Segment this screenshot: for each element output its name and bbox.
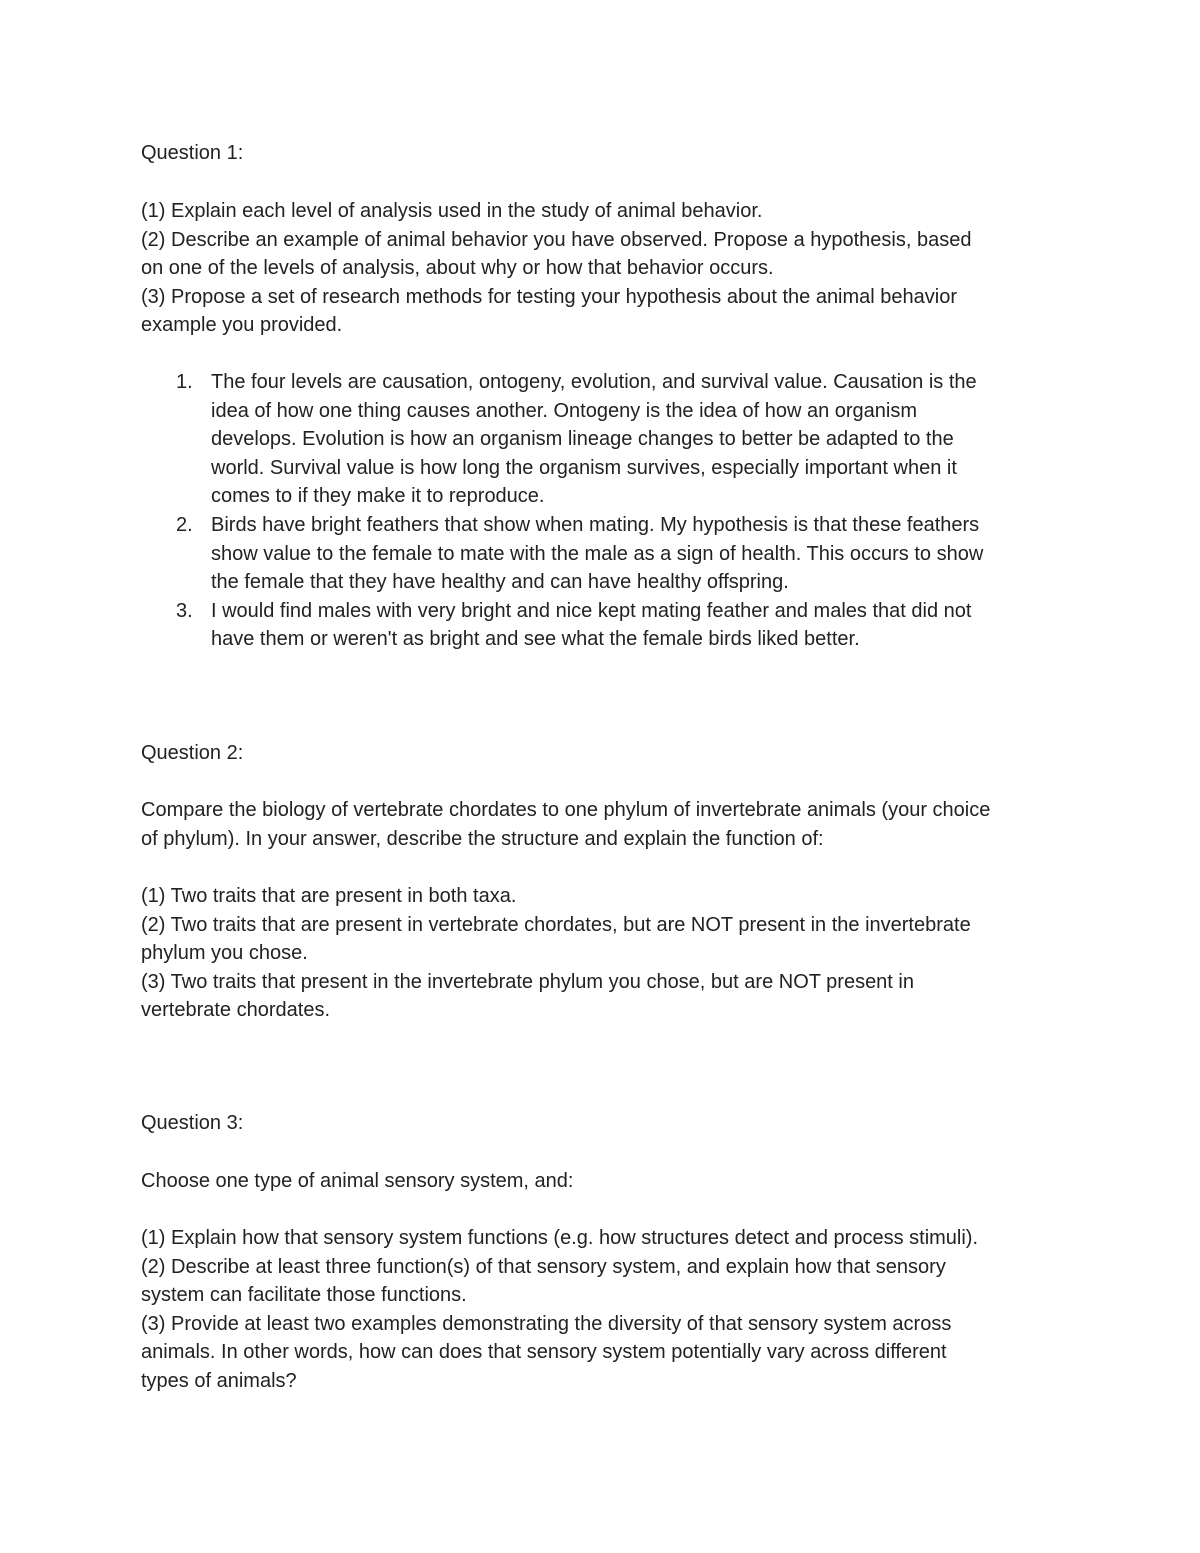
- question-3-prompt-line: types of animals?: [141, 1369, 297, 1392]
- question-3-intro-line: Choose one type of animal sensory system, and:: [141, 1170, 574, 1192]
- question-3-prompt-line: animals. In other words, how can does that sensory system potentially vary across different: [141, 1341, 947, 1364]
- question-3-section: [141, 1109, 1066, 1138]
- question-1-answer-list: [141, 368, 1066, 654]
- question-2-prompt-line: (1) Two traits that are present in both taxa.: [141, 885, 517, 907]
- question-3-prompt-line: (3) Provide at least two examples demonstrating the diversity of that sensory system across: [141, 1312, 952, 1335]
- answer-line: world. Survival value is how long the organism survives, especially important when it: [211, 456, 957, 479]
- question-2-prompt-line: (2) Two traits that are present in vertebrate chordates, but are NOT present in the invertebrate: [141, 913, 971, 936]
- answer-line: Birds have bright feathers that show when mating. My hypothesis is that these feathers: [211, 513, 980, 536]
- answer-line: comes to if they make it to reproduce.: [211, 485, 545, 508]
- question-2-prompt-line: vertebrate chordates.: [141, 999, 330, 1022]
- question-2-intro: [141, 796, 1066, 853]
- question-2-intro-line: of phylum). In your answer, describe the structure and explain the function of:: [141, 827, 824, 850]
- question-1-prompt-line: (1) Explain each level of analysis used in the study of animal behavior.: [141, 200, 763, 222]
- question-2-prompts: [141, 882, 1066, 1025]
- question-1-prompt-line: (3) Propose a set of research methods for testing your hypothesis about the animal behavior: [141, 285, 958, 308]
- question-1-prompts: [141, 197, 1066, 340]
- question-3-heading: Question 3:: [141, 1112, 244, 1134]
- question-3-prompt-line: (1) Explain how that sensory system functions (e.g. how structures detect and process stimuli).: [141, 1227, 979, 1249]
- answer-line: develops. Evolution is how an organism lineage changes to better be adapted to the: [211, 428, 954, 451]
- answer-number: 1.: [176, 371, 193, 393]
- question-3-intro: [141, 1167, 1066, 1196]
- question-3-prompts: [141, 1224, 1066, 1396]
- answer-line: have them or weren't as bright and see what the female birds liked better.: [211, 628, 860, 651]
- answer-number: 3.: [176, 599, 193, 622]
- answer-line: I would find males with very bright and nice kept mating feather and males that did not: [211, 599, 972, 622]
- answer-line: The four levels are causation, ontogeny, evolution, and survival value. Causation is the: [211, 371, 977, 393]
- question-1-prompt-line: (2) Describe an example of animal behavior you have observed. Propose a hypothesis, based: [141, 228, 972, 251]
- question-2-section: [141, 739, 1066, 768]
- question-3-prompt-line: (2) Describe at least three function(s) of that sensory system, and explain how that sensory: [141, 1255, 946, 1278]
- question-3-prompt-line: system can facilitate those functions.: [141, 1284, 467, 1307]
- answer-line: the female that they have healthy and can have healthy offspring.: [211, 571, 789, 594]
- answer-item-2: [141, 511, 1066, 597]
- question-1-heading: Question 1:: [141, 142, 244, 164]
- answer-item-3: [141, 597, 1066, 654]
- answer-line: idea of how one thing causes another. Ontogeny is the idea of how an organism: [211, 399, 918, 422]
- answer-line: show value to the female to mate with the male as a sign of health. This occurs to show: [211, 542, 984, 565]
- question-1-section: [141, 139, 1066, 168]
- question-2-intro-line: Compare the biology of vertebrate chordates to one phylum of invertebrate animals (your choice: [141, 799, 991, 821]
- question-2-prompt-line: phylum you chose.: [141, 942, 308, 965]
- question-1-prompt-line: example you provided.: [141, 314, 343, 337]
- question-1-prompt-line: on one of the levels of analysis, about why or how that behavior occurs.: [141, 257, 774, 280]
- question-2-heading: Question 2:: [141, 742, 244, 764]
- answer-item-1: [141, 368, 1066, 511]
- question-2-prompt-line: (3) Two traits that present in the invertebrate phylum you chose, but are NOT present in: [141, 970, 914, 993]
- answer-number: 2.: [176, 513, 193, 536]
